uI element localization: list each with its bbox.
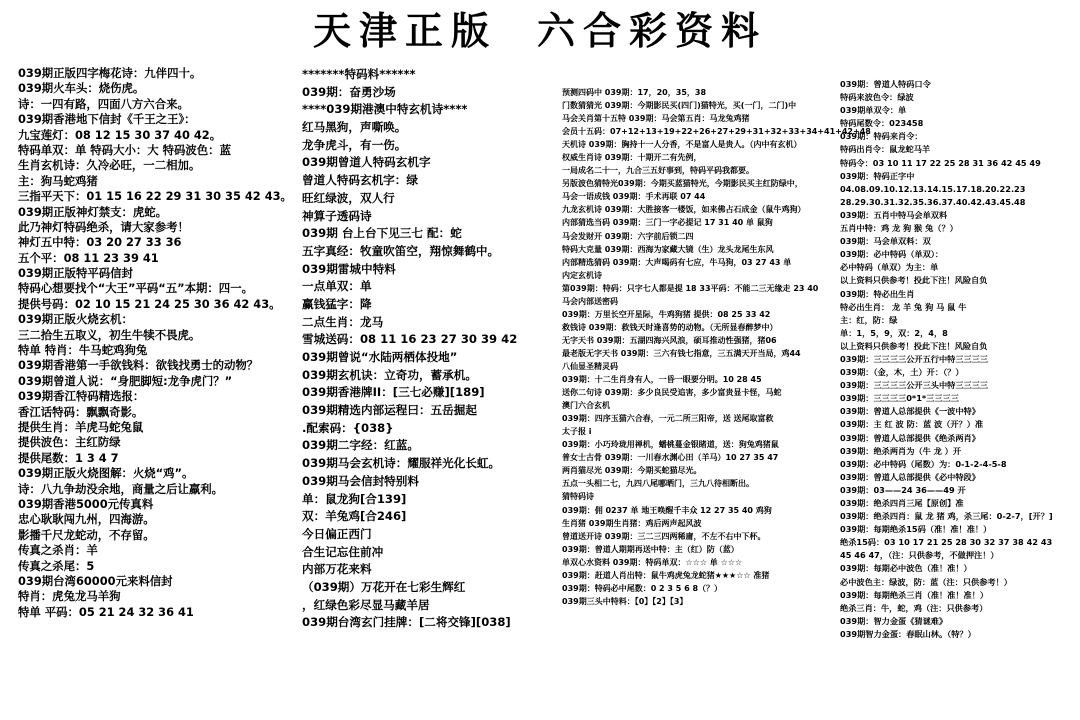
text-line: 影播千尺龙蛇动，不存留。 [18,527,155,542]
text-line: 五字真经：牧童吹笛空，翔惊舞鹤中。 [302,243,500,258]
text-line: 会员十五码：07+12+13+19+22+26+27+29+31+32+33+34+41+42+48 [562,127,871,137]
text-line: 传真之杀尾：5 [18,558,95,573]
text-line: 内定玄机诗 [562,270,602,280]
text-line: 二点生肖：龙马 [302,314,384,329]
text-line: 救钱诗 039期：救钱天时逢喜势的动物。（无所显春醉梦中） [562,322,778,332]
text-line: 039期：三三三三公开五行中特三三三三 [840,353,989,364]
text-line: 039期马会信封特别料 [302,473,419,488]
text-line: 039期三头中特料：【0】【2】【3】 [562,596,688,606]
text-line: 马会一语成钱 039期：手术再联 07 44 [562,192,706,202]
text-line: 主：狗马蛇鸡猪 [18,173,98,188]
text-line: 忠心耿耿闯九州，四海游。 [18,512,155,527]
text-line: 无字天书 039期：五湖四海兴风浪，硕耳推动性强猪，猪06 [562,335,777,345]
text-line: 039期曾道人说：“身肥脚短:龙争虎门？” [18,373,233,388]
text-line: 039期：马会单双料：双 [840,236,931,247]
text-line: 039期：曾道人特码口令 [840,79,931,89]
text-line: 提供号码：02 10 15 21 24 25 30 36 42 43。 [18,296,281,311]
text-line: 内部猜选当码 039期：三门一字必提记 17 31 40 单 鼠狗 [562,218,773,228]
text-line: 039期：每期绝杀15码（准！准！准！） [840,524,992,535]
text-line: 另版波色猜特光039期：今期买蓝猫特光，今期影民买主红防绿中， [562,179,803,189]
text-line: 最老版无字天书 039期：三六有钱七指意，三五满天开当局，鸡44 [562,348,801,358]
text-line: 曾道人特码玄机字：绿 [302,173,418,188]
text-line: 传真之杀肖：羊 [18,543,98,558]
text-line: 红马黑狗，声嘶唤。 [302,120,407,135]
text-line: 28.29.30.31.32.35.36.37.40.42.43.45.48 [840,196,1026,207]
text-line: 天机诗 039期：胸持十一人分香，不是富人是贵人。（内中有玄机） [562,140,802,150]
text-line: ****039期港澳中特玄机诗**** [302,102,468,117]
text-line: 039期：（金，木，土）开：（？） [840,367,964,378]
text-line: 039期台湾玄门挂牌：[二将交锋][038] [302,615,511,630]
text-line: 八仙显圣精灵码 [562,361,618,371]
page-title-part1: 天津正版 [312,8,497,53]
text-line: 039期：奋勇沙场 [302,84,396,99]
text-line: 039期：必中特码（尾数）为：0-1-2-4-5-8 [840,458,1007,469]
text-line: 一点单双：单 [302,279,372,294]
text-line: 五个平：08 11 23 39 41 [18,250,159,265]
column-2 [302,66,550,632]
text-line: 039期：特码必中尾数：0 2 3 5 6 8（？） [562,583,723,593]
text-line: 太子报 i [562,427,592,437]
text-line: 内部精选猜码 039期：大声喝码有七应，牛马狗，03 27 43 单 [562,257,792,267]
column-1 [18,66,290,620]
text-line: 039期正版四字梅花诗：九伴四十。 [18,66,202,80]
text-line: 039期：四序玉猫六合春，一元二所三阳帝，送 送尾取富救 [562,414,774,424]
text-line: 039期：佣 0237 单 地王唤醒千丰众 12 27 35 40 鸡狗 [562,505,772,515]
text-line: 039期香港地下信封《千王之王》： [18,112,196,127]
text-line: 马会内部送密码 [562,296,618,306]
text-line: 特肖：虎兔龙马羊狗 [18,589,121,604]
text-line: 039期：必中特码（单双）： [840,249,944,260]
text-line: 039期：十二生肖身有人，一昏一眼要分明。10 28 45 [562,375,762,385]
text-line: 今日偏正西门 [302,526,372,541]
text-line: 提供尾数：1 3 4 7 [18,450,119,465]
text-line: 039期：特码正字中 [840,170,915,181]
text-line: 预测四码中 039期：17，20，35，38 [562,88,707,97]
text-line: 三二拾生五取义，初生牛犊不畏虎。 [18,327,201,342]
text-line: 039期雷城中特料 [302,261,396,276]
text-line: 诗：一四有路，四面八方六合来。 [18,96,189,111]
text-line: 生肖玄机诗：久冷必旺，一二相加。 [18,158,201,173]
text-line: ，红绿色彩尽显马藏羊居 [302,597,430,612]
text-line: 04.08.09.10.12.13.14.15.17.18.20.22.23 [840,183,1026,194]
text-line: 三指平天下：01 15 16 22 29 31 30 35 42 43。 [18,189,292,204]
text-line: 039期：曾道人期期再送中特：主（红）防（蓝） [562,544,739,554]
text-line: 039期：03——24 36——49 开 [840,484,966,495]
text-line: 马会发财开 039期：六字前后锁二四 [562,231,694,241]
text-line: 此乃神灯特码绝杀，请大家参考！ [18,219,189,234]
text-line: 旺红绿波，双人行 [302,190,395,205]
text-line: 门数猜猜光 039期：今期影民买(四门)猫特光，买(一门，二门)中 [562,101,797,111]
text-line: 绝杀三肖：牛，蛇，鸡（注：只供参考） [840,602,988,613]
text-line: 039期曾道人特码玄机字 [302,155,431,170]
text-line: 必中波色主：绿波，防：蓝（注：只供参考！） [840,576,1012,587]
text-line: 039期智力金蛋：春眠山林。（特？） [840,628,976,639]
text-line: 主：红，防：绿 [840,314,898,325]
text-line: 普女士古骨 039期：一川春水渊心田（羊马）10 27 35 47 [562,453,779,463]
text-line: 双：羊兔鸡[合246] [302,509,407,524]
page-title [0,8,1080,54]
text-line: 合生记忘住前冲 [302,544,384,559]
text-line: 生肖猪 039期生肖猪：鸡后两声起风波 [562,518,702,528]
text-line: 提供波色：主红防绿 [18,435,121,450]
text-line: 039期香江特码精选报： [18,389,145,404]
text-line: 香江话特码：飘飘奇影。 [18,404,144,419]
text-line: 039期：曾道人总部提供《一波中特》 [840,406,980,417]
text-line: 特码心想要找个“大王”平码“五”本期：四一。 [18,281,253,296]
text-line: 039期马会玄机诗：耀服祥光化长虹。 [302,456,501,471]
text-line: 提供生肖：羊虎马蛇兔鼠 [18,419,144,434]
text-line: 039期精选内部运程曰：五岳掘起 [302,403,477,418]
text-line: 九龙玄机诗 039期：大胜接客一楼饭，如来佛占石成金（鼠牛鸡狗） [562,205,806,215]
text-line: 039期：绝杀两肖为（牛 龙 ）开 [840,445,962,456]
text-line: 赢钱猛字：降 [302,296,372,311]
text-line: 039期：绝杀四肖三尾【原创】准 [840,498,964,508]
text-line: 特码令：03 10 11 17 22 25 28 31 36 42 45 49 [840,157,1041,168]
text-line: 绝杀15码：03 10 17 21 25 28 30 32 37 38 42 43 [840,537,1053,548]
text-line: 第039期：特码：只字七人都是提 18 33平码：不能二三无缘走 23 40 [562,283,819,293]
text-line: 单：鼠龙狗[合139] [302,491,407,506]
text-line: 内部万花来料 [302,562,372,577]
text-line: 必中特码（单双）为主：单 [840,262,939,273]
text-line: 诗：八九争劫没余地，商量之后让羸利。 [18,481,224,496]
text-line: 一局成名二十一，九合三五好事到，特码平码我都要。 [562,166,754,176]
text-line: 神算子透码诗 [302,208,372,223]
text-line: 特码单双：单 特码大小：大 特码波色：蓝 [18,142,231,157]
text-line: 单双心水资料 039期：特码单双：☆☆☆ 单 ☆☆☆ [562,557,743,567]
text-line: 马会关肖第十五特 039期：马会第五肖：马龙兔鸡猪 [562,114,750,124]
text-line: .配索码：{038} [302,420,394,435]
column-3 [562,86,871,608]
text-line: 特码尾数令：023458 [840,118,924,129]
text-line: 039期：曾道人总部提供《必中特段》 [840,471,980,482]
text-line: 权威生肖诗 039期：十期开二有先例， [562,153,702,163]
text-line: 特码出肖令：鼠龙蛇马羊 [840,144,931,155]
column-4 [840,78,1076,641]
text-line: 039期：特码来肖令： [840,131,923,142]
text-line: 039期二字经：红蓝。 [302,438,419,453]
text-line: 039期：赶道人肖出特：鼠牛鸡虎兔龙蛇猪★★★☆☆ 准猪 [562,570,770,580]
text-line: 039期香港第一手欲钱料：欲钱找勇士的动物？ [18,358,259,373]
text-line: 039期火车头：烧伤虎。 [18,81,145,96]
text-line: 039期：智力金蛋《猜谜难》 [840,615,948,626]
text-line: 039期：万里长空开星际，牛鸡狗猪 提供：08 25 33 42 [562,309,771,319]
text-line: 039期玄机诀：立奇功，蓄承机。 [302,367,477,382]
text-line: 039期：绝杀四肖：鼠 龙 猪 鸡，杀三尾：0-2-7，[开？] [840,511,1053,522]
text-line: 雪城送码：08 11 16 23 27 30 39 42 [302,332,518,347]
text-line: 特单 特肖：牛马蛇鸡狗兔 [18,343,148,358]
text-line: 039期 台上台下见三七 配：蛇 [302,226,462,241]
text-line: 两肖猫尽光 039期：今期买蛇猫尽光。 [562,466,702,476]
text-line: 特必出生肖： 龙 羊 兔 狗 马 鼠 牛 [840,301,967,312]
text-line: 特单 平码：05 21 24 32 36 41 [18,604,194,619]
text-line: 039期：每期绝杀三肖（准！准！准！） [840,589,989,600]
text-line: 特码来波色令：绿波 [840,92,914,103]
text-line: 039期正版火烧图解：火烧“鸡”。 [18,466,194,481]
text-line: 039期：曾道人总部提供《绝杀两肖》 [840,432,980,443]
text-line: 神灯五中特：03 20 27 33 36 [18,235,182,250]
text-line: 龙争虎斗，有一伤。 [302,137,407,152]
text-line: 039期：三三三三公开三头中特三三三三 [840,380,989,391]
text-line: 五点一头相二七，九四八尾哪晒门，三九八待相断出。 [562,479,754,489]
text-line: 039期：每期必中波色（准！准！） [840,563,972,574]
text-line: 039期曾说“水陆两栖体投地” [302,350,458,364]
text-line: 039期：三三三三0*1*三三三三 [840,393,959,404]
text-line: 九宝莲灯：08 12 15 30 37 40 42。 [18,127,222,142]
text-line: 039期香港牌II：[三七必赚][189] [302,385,485,400]
text-line: 039期：主 红 波 防：蓝 波（开？）准 [840,419,984,430]
text-line: 特码大克量 039期：西海为家藏大镜（生）龙头龙尾生东风 [562,244,774,254]
text-line: 039期正版特平码信封 [18,266,133,281]
text-line: 039期：小巧玲珑用禅机，蟠桃蔓金银睹道，送：狗兔鸡猪鼠 [562,440,779,450]
text-line: 039期香港5000元传真料 [18,496,154,511]
text-line: 猜特码诗 [562,492,594,502]
text-line: 039期正版火烧玄机： [18,312,133,327]
text-line: 单：1，5，9，双：2，4，8 [840,327,948,338]
text-line: 以上资料只供参考！投此下注！风险自负 [840,275,988,286]
text-line: 039期：特必出生肖 [840,288,915,299]
text-line: 送你二句诗 039期：多少良民受追害，多少富贵显卡怪，马蛇 [562,388,782,398]
text-line: *******特码料****** [302,67,416,81]
text-line: 45 46 47，（注：只供参考，不做押注！） [840,550,999,561]
text-line: 039期：五肖中特马会单双料 [840,209,948,220]
text-line: 五肖中特：鸡 龙 狗 猴 兔（？） [840,223,958,234]
text-line: 以上资料只供参考！投此下注！风险自负 [840,340,988,351]
text-line: 曾道送开诗 039期：三二三四两稀庸，不左不右中下杯。 [562,531,766,541]
text-line: 039期单双令：单 [840,105,907,116]
text-line: 039期正版神灯禁支：虎蛇。 [18,204,168,219]
page-title-part2: 六合彩资料 [537,8,768,53]
text-line: 澳门六合玄机 [562,401,610,411]
text-line: 039期台湾60000元来料信封 [18,573,173,588]
text-line: （039期）万花开在七彩生辉红 [302,579,466,594]
